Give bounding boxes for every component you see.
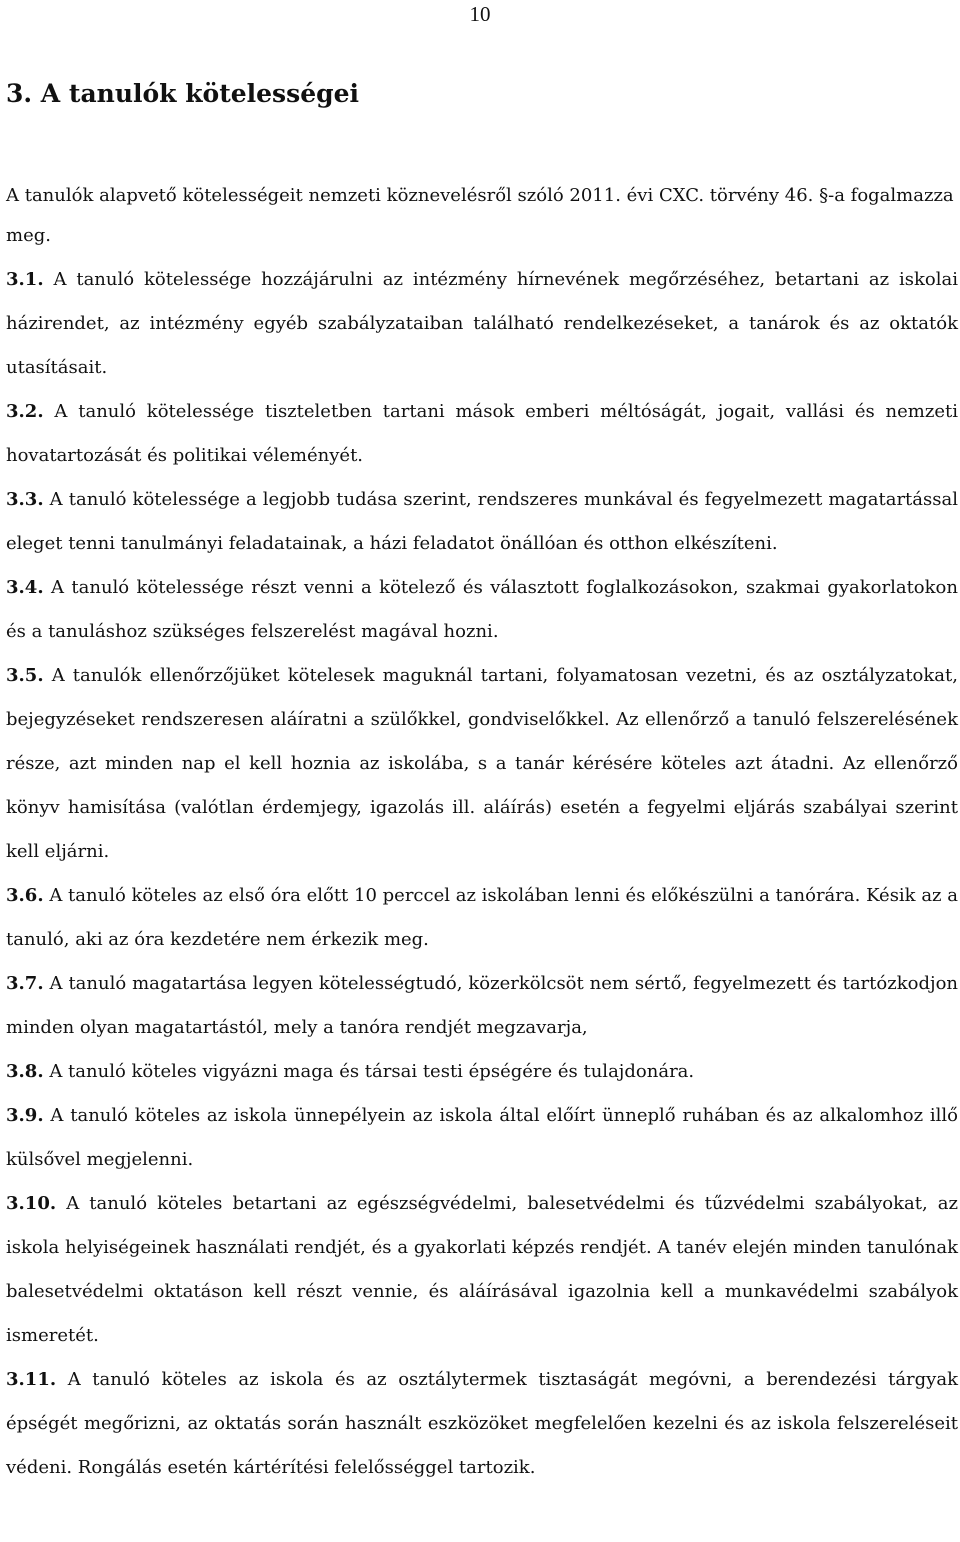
item-text: A tanuló köteles betartani az egészségvédelmi, balesetvédelmi és tűzvédelmi szabályokat, az iskola helyiségeinek használati rendjét, és a gyakorlati képzés rendjét. A tanév elején minden tanulónak balesetvédelmi oktatáson kell részt vennie, és aláírásával igazolnia kell a munkavédelmi szabályok ismeretét.: [6, 1193, 958, 1346]
item-number: 3.5.: [6, 665, 44, 686]
document-body: [6, 176, 958, 1490]
item-3-4: [6, 566, 958, 654]
item-number: 3.7.: [6, 973, 44, 994]
item-text: A tanuló köteles az iskola és az osztálytermek tisztaságát megóvni, a berendezési tárgyak épségét megőrizni, az oktatás során használt eszközöket megfelelően kezelni és az iskola felszereléseit védeni. Rongálás esetén kártérítési felelősséggel tartozik.: [6, 1369, 958, 1478]
item-number: 3.6.: [6, 885, 44, 906]
item-number: 3.11.: [6, 1369, 57, 1390]
item-number: 3.9.: [6, 1105, 44, 1126]
item-3-5: [6, 654, 958, 874]
item-3-8: [6, 1050, 958, 1094]
item-text: A tanuló köteles vigyázni maga és társai testi épségére és tulajdonára.: [49, 1061, 695, 1082]
item-text: A tanuló kötelessége hozzájárulni az intézmény hírnevének megőrzéséhez, betartani az iskolai házirendet, az intézmény egyéb szabályzataiban található rendelkezéseket, a tanárok és az oktatók utasításait.: [6, 269, 958, 378]
item-text: A tanuló köteles az első óra előtt 10 perccel az iskolában lenni és előkészülni a tanórára. Késik az a tanuló, aki az óra kezdetére nem érkezik meg.: [6, 885, 958, 950]
item-number: 3.8.: [6, 1061, 44, 1082]
intro-paragraph: A tanulók alapvető kötelességeit nemzeti köznevelésről szóló 2011. évi CXC. törvény 46. §-a fogalmazza meg.: [6, 185, 954, 246]
item-text: A tanuló kötelessége részt venni a kötelező és választott foglalkozásokon, szakmai gyakorlatokon és a tanuláshoz szükséges felszerelést magával hozni.: [6, 577, 958, 642]
item-number: 3.1.: [6, 269, 44, 290]
item-3-11: [6, 1358, 958, 1490]
item-3-2: [6, 390, 958, 478]
item-number: 3.4.: [6, 577, 44, 598]
item-text: A tanuló magatartása legyen kötelességtudó, közerkölcsöt nem sértő, fegyelmezett és tartózkodjon minden olyan magatartástól, mely a tanóra rendjét megzavarja,: [6, 973, 958, 1038]
item-3-1: [6, 258, 958, 390]
item-3-6: [6, 874, 958, 962]
item-number: 3.2.: [6, 401, 44, 422]
item-3-9: [6, 1094, 958, 1182]
item-3-3: [6, 478, 958, 566]
item-number: 3.10.: [6, 1193, 57, 1214]
item-3-7: [6, 962, 958, 1050]
item-text: A tanuló köteles az iskola ünnepélyein az iskola által előírt ünneplő ruhában és az alkalomhoz illő külsővel megjelenni.: [6, 1105, 958, 1170]
item-text: A tanuló kötelessége a legjobb tudása szerint, rendszeres munkával és fegyelmezett magatartással eleget tenni tanulmányi feladatainak, a házi feladatot önállóan és otthon elkészíteni.: [6, 489, 958, 554]
item-text: A tanulók ellenőrzőjüket kötelesek maguknál tartani, folyamatosan vezetni, és az osztályzatokat, bejegyzéseket rendszeresen aláíratni a szülőkkel, gondviselőkkel. Az ellenőrző a tanuló felszerelésének része, azt minden nap el kell hoznia az iskolába, s a tanár kérésére köteles azt átadni. Az ellenőrző könyv hamisítása (valótlan érdemjegy, igazolás ill. aláírás) esetén a fegyelmi eljárás szabályai szerint kell eljárni.: [6, 665, 958, 862]
page-number: 10: [469, 2, 491, 26]
section-heading: 3. A tanulók kötelességei: [6, 79, 359, 108]
item-3-10: [6, 1182, 958, 1358]
item-text: A tanuló kötelessége tiszteletben tartani mások emberi méltóságát, jogait, vallási és nemzeti hovatartozását és politikai véleményét.: [6, 401, 958, 466]
item-number: 3.3.: [6, 489, 44, 510]
